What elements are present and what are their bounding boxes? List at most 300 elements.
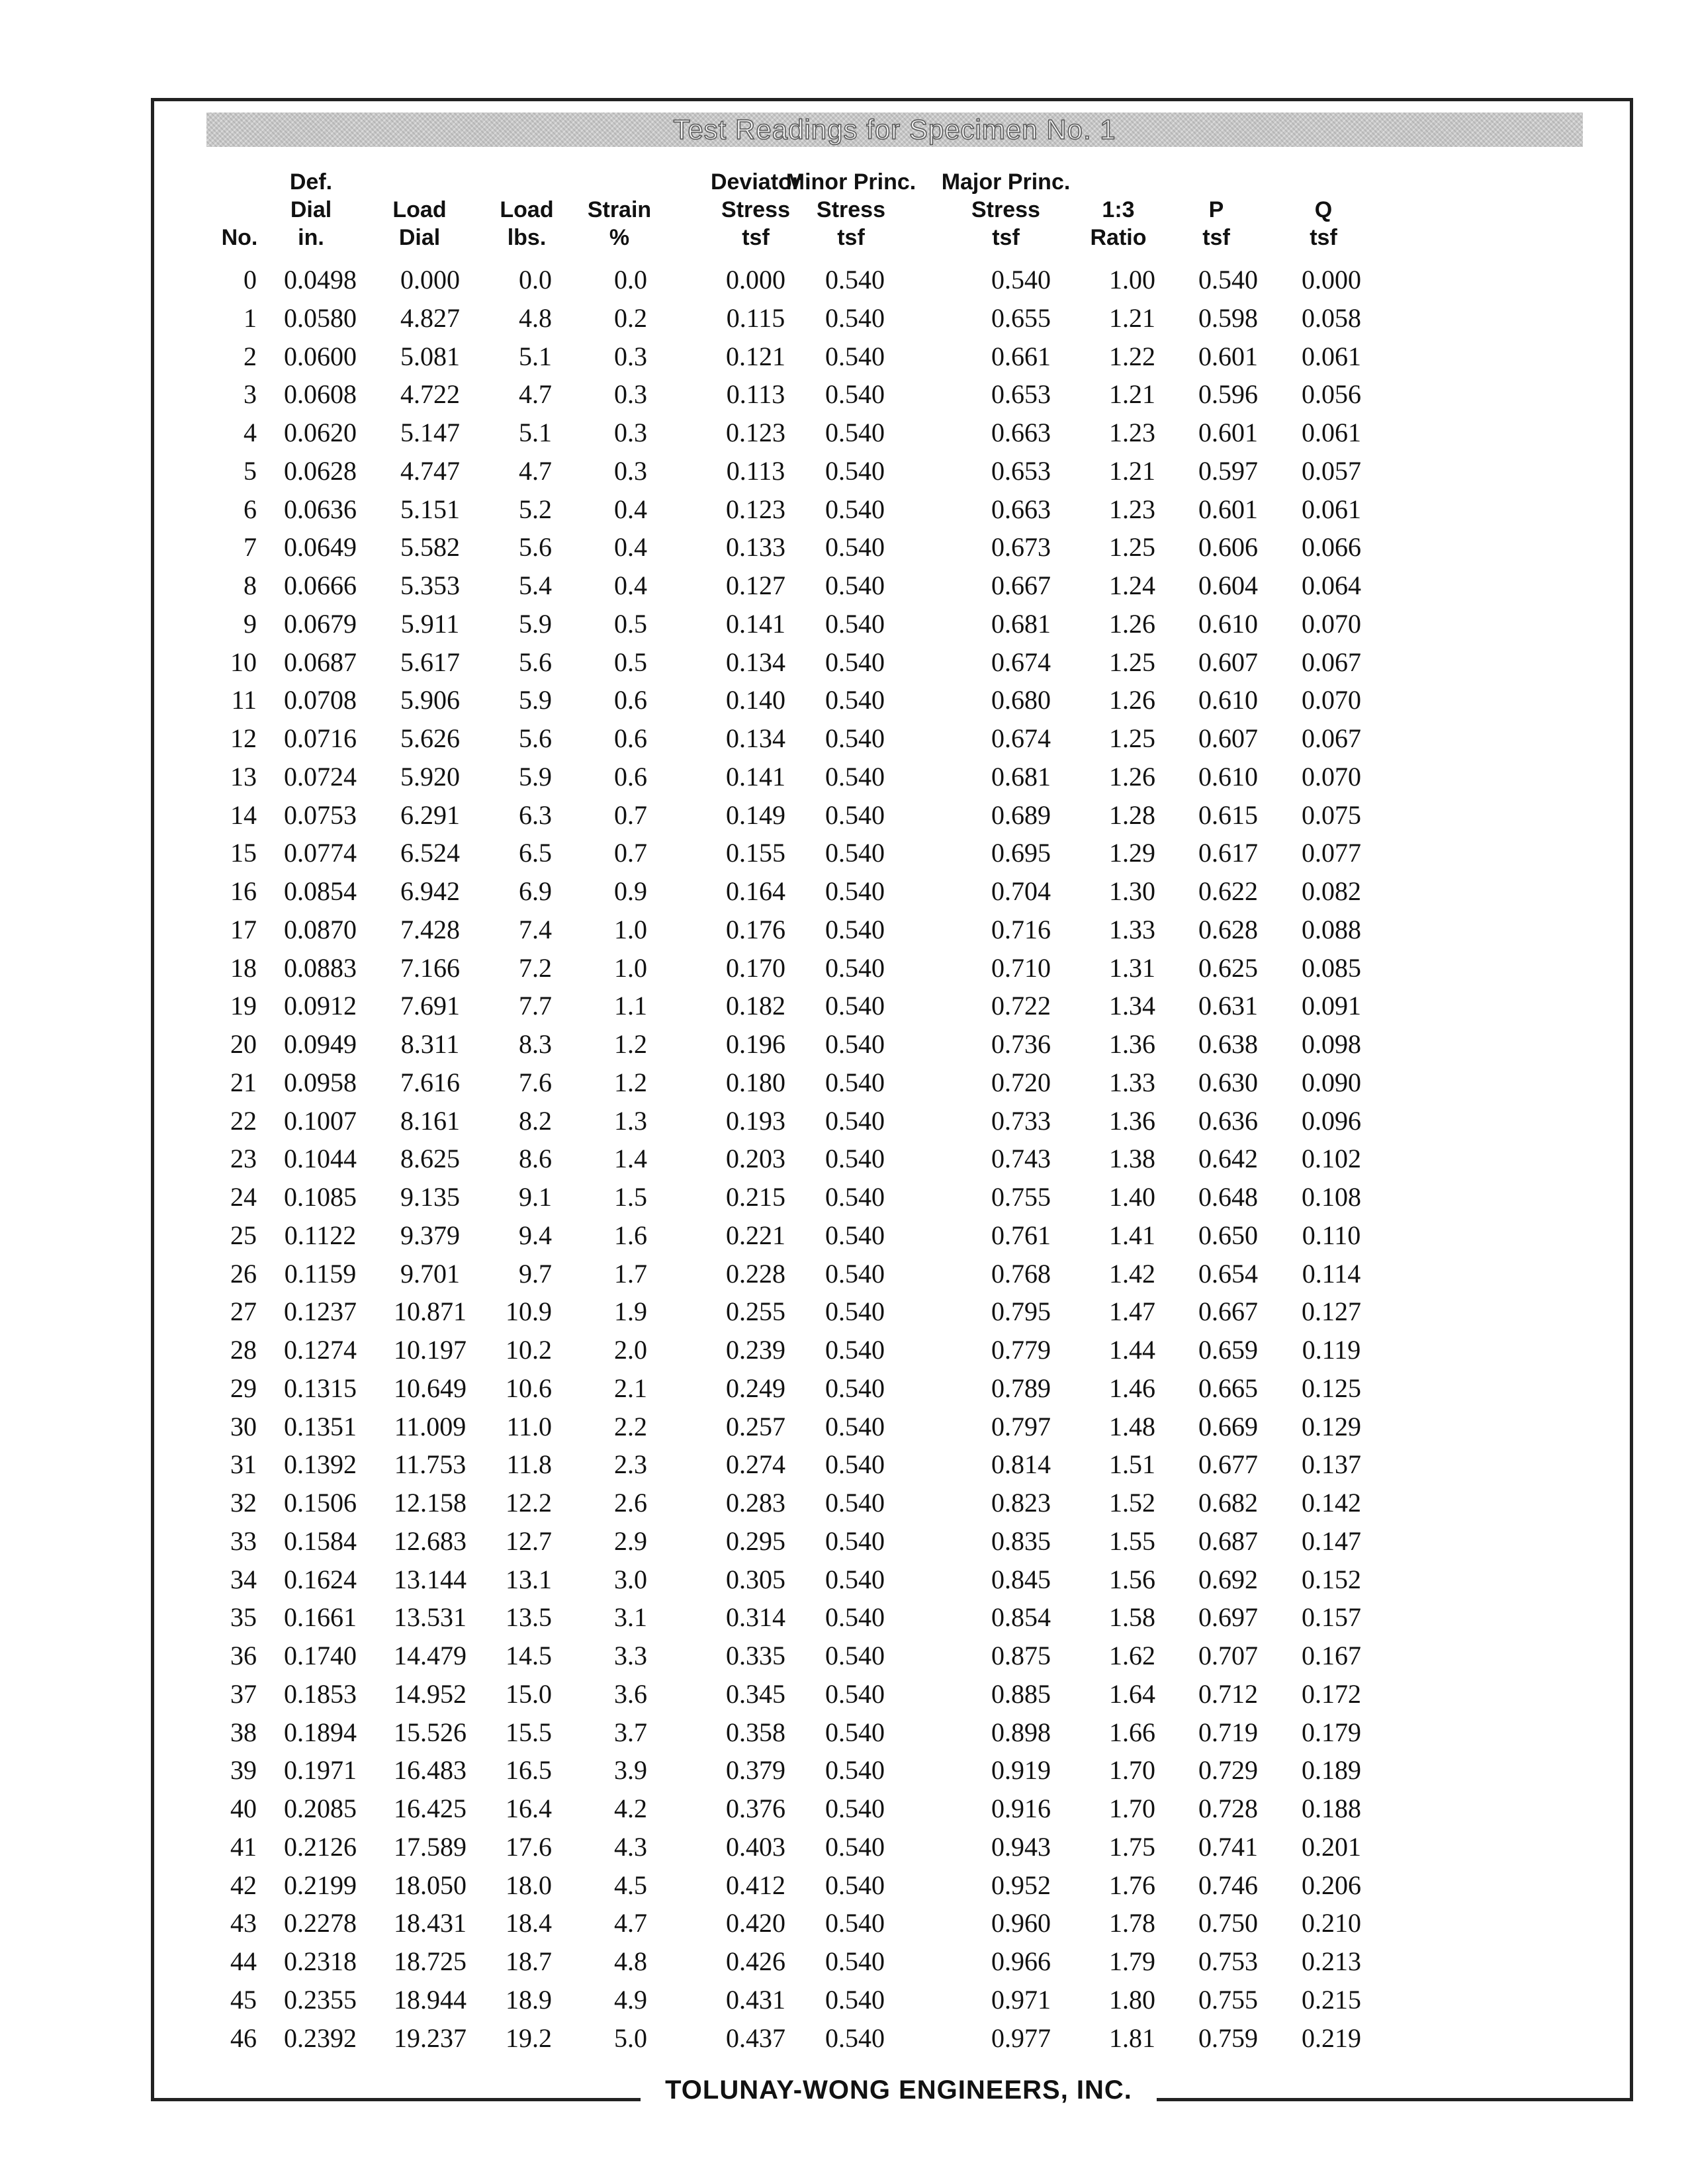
cell-def-dial: 0.1584 — [284, 1525, 357, 1556]
cell-ratio: 1.70 — [1109, 1794, 1155, 1823]
cell-q: 0.058 — [1302, 302, 1361, 333]
cell-q: 0.098 — [1302, 1029, 1361, 1059]
cell-load-dial: 5.081 — [400, 341, 460, 371]
table-title: Test Readings for Specimen No. 1 — [206, 113, 1583, 147]
header-line: Stress — [721, 197, 790, 222]
cell-load-lbs: 11.8 — [506, 1449, 552, 1480]
cell-def-dial: 0.1392 — [284, 1449, 357, 1480]
cell-load-lbs: 13.1 — [506, 1564, 552, 1594]
header-line: Stress — [971, 197, 1040, 222]
cell-minor-princ-stress: 0.540 — [825, 1984, 885, 2015]
cell-ratio: 1.48 — [1109, 1411, 1155, 1441]
cell-q: 0.090 — [1302, 1067, 1361, 1097]
cell-major-princ-stress: 0.663 — [991, 418, 1051, 447]
cell-def-dial: 0.1274 — [284, 1335, 357, 1365]
cell-no: 45 — [230, 1984, 257, 2015]
cell-minor-princ-stress: 0.540 — [825, 608, 885, 639]
cell-major-princ-stress: 0.663 — [991, 494, 1051, 524]
cell-strain: 0.7 — [614, 838, 647, 868]
cell-q: 0.210 — [1302, 1908, 1361, 1938]
cell-load-dial: 5.626 — [400, 723, 460, 753]
cell-load-lbs: 11.0 — [506, 1411, 552, 1441]
cell-no: 0 — [244, 265, 257, 295]
cell-no: 26 — [230, 1258, 257, 1289]
cell-deviator-stress: 0.141 — [726, 608, 785, 639]
cell-major-princ-stress: 0.977 — [991, 2023, 1051, 2053]
cell-load-dial: 5.582 — [400, 532, 460, 563]
cell-load-dial: 18.725 — [394, 1946, 467, 1976]
header-line: Q — [1314, 197, 1333, 222]
cell-no: 23 — [230, 1144, 257, 1174]
cell-q: 0.067 — [1302, 647, 1361, 677]
cell-def-dial: 0.0679 — [284, 608, 357, 639]
cell-p: 0.759 — [1198, 2023, 1258, 2053]
cell-major-princ-stress: 0.779 — [991, 1335, 1051, 1365]
cell-strain: 1.1 — [614, 991, 647, 1021]
header-line: in. — [298, 225, 324, 250]
cell-strain: 0.6 — [614, 685, 647, 715]
cell-deviator-stress: 0.113 — [726, 379, 785, 410]
cell-def-dial: 0.0716 — [284, 723, 357, 753]
cell-deviator-stress: 0.140 — [726, 685, 785, 715]
cell-ratio: 1.29 — [1109, 838, 1155, 868]
cell-q: 0.064 — [1302, 570, 1361, 600]
cell-q: 0.188 — [1302, 1794, 1361, 1823]
cell-no: 32 — [230, 1488, 257, 1518]
header-load-lbs — [500, 168, 553, 251]
cell-load-lbs: 18.7 — [506, 1946, 552, 1976]
cell-minor-princ-stress: 0.540 — [825, 341, 885, 371]
cell-minor-princ-stress: 0.540 — [825, 1220, 885, 1250]
cell-load-dial: 8.161 — [400, 1105, 460, 1136]
cell-q: 0.110 — [1302, 1220, 1361, 1250]
header-line: lbs. — [507, 225, 547, 250]
cell-def-dial: 0.1159 — [284, 1258, 357, 1289]
cell-major-princ-stress: 0.885 — [991, 1678, 1051, 1709]
cell-def-dial: 0.0600 — [284, 341, 357, 371]
cell-major-princ-stress: 0.673 — [991, 532, 1051, 563]
cell-ratio: 1.44 — [1109, 1335, 1155, 1365]
cell-load-dial: 14.952 — [394, 1678, 467, 1709]
cell-no: 42 — [230, 1870, 257, 1900]
cell-strain: 3.3 — [614, 1641, 647, 1670]
cell-ratio: 1.31 — [1109, 952, 1155, 983]
cell-minor-princ-stress: 0.540 — [825, 1182, 885, 1212]
cell-major-princ-stress: 0.854 — [991, 1602, 1051, 1633]
cell-load-lbs: 15.5 — [506, 1717, 552, 1747]
cell-strain: 1.2 — [614, 1067, 647, 1097]
cell-ratio: 1.41 — [1109, 1220, 1155, 1250]
cell-def-dial: 0.1122 — [284, 1220, 357, 1250]
cell-load-lbs: 13.5 — [506, 1602, 552, 1633]
cell-p: 0.682 — [1198, 1488, 1258, 1518]
cell-ratio: 1.26 — [1109, 685, 1155, 715]
cell-deviator-stress: 0.255 — [726, 1297, 785, 1327]
cell-ratio: 1.23 — [1109, 418, 1155, 447]
footer-rule-left — [151, 2098, 641, 2101]
cell-strain: 0.4 — [614, 532, 647, 563]
cell-strain: 0.3 — [614, 455, 647, 486]
cell-load-dial: 10.871 — [394, 1297, 467, 1327]
cell-load-dial: 15.526 — [394, 1717, 467, 1747]
cell-minor-princ-stress: 0.540 — [825, 876, 885, 906]
cell-load-dial: 5.147 — [400, 418, 460, 447]
cell-load-lbs: 10.9 — [506, 1297, 552, 1327]
cell-ratio: 1.42 — [1109, 1258, 1155, 1289]
cell-deviator-stress: 0.437 — [726, 2023, 785, 2053]
cell-strain: 3.7 — [614, 1717, 647, 1747]
cell-load-lbs: 4.7 — [519, 379, 552, 410]
cell-ratio: 1.52 — [1109, 1488, 1155, 1518]
cell-major-princ-stress: 0.667 — [991, 570, 1051, 600]
cell-minor-princ-stress: 0.540 — [825, 1908, 885, 1938]
cell-strain: 2.1 — [614, 1373, 647, 1403]
header-line: tsf — [1202, 225, 1230, 250]
cell-p: 0.712 — [1198, 1678, 1258, 1709]
cell-q: 0.127 — [1302, 1297, 1361, 1327]
cell-no: 43 — [230, 1908, 257, 1938]
cell-minor-princ-stress: 0.540 — [825, 1411, 885, 1441]
cell-def-dial: 0.1085 — [284, 1182, 357, 1212]
cell-no: 30 — [230, 1411, 257, 1441]
cell-p: 0.729 — [1198, 1755, 1258, 1786]
header-load-dial — [392, 168, 446, 251]
cell-no: 10 — [230, 647, 257, 677]
cell-load-lbs: 17.6 — [506, 1831, 552, 1862]
cell-q: 0.061 — [1302, 494, 1361, 524]
cell-strain: 3.9 — [614, 1755, 647, 1786]
header-line — [1310, 168, 1337, 196]
header-line — [222, 168, 258, 196]
cell-q: 0.179 — [1302, 1717, 1361, 1747]
cell-major-princ-stress: 0.768 — [991, 1258, 1051, 1289]
cell-q: 0.057 — [1302, 455, 1361, 486]
header-q — [1310, 168, 1337, 251]
cell-def-dial: 0.1661 — [284, 1602, 357, 1633]
cell-load-lbs: 5.2 — [519, 494, 552, 524]
cell-load-lbs: 5.6 — [519, 647, 552, 677]
cell-load-lbs: 6.3 — [519, 799, 552, 830]
cell-q: 0.082 — [1302, 876, 1361, 906]
cell-ratio: 1.38 — [1109, 1144, 1155, 1174]
cell-no: 1 — [244, 302, 257, 333]
cell-def-dial: 0.0912 — [284, 991, 357, 1021]
cell-major-princ-stress: 0.704 — [991, 876, 1051, 906]
header-line — [588, 168, 651, 196]
cell-minor-princ-stress: 0.540 — [825, 1067, 885, 1097]
cell-p: 0.667 — [1198, 1297, 1258, 1327]
cell-load-dial: 5.906 — [400, 685, 460, 715]
cell-q: 0.172 — [1302, 1678, 1361, 1709]
cell-major-princ-stress: 0.898 — [991, 1717, 1051, 1747]
cell-ratio: 1.46 — [1109, 1373, 1155, 1403]
cell-deviator-stress: 0.113 — [726, 455, 785, 486]
cell-strain: 1.5 — [614, 1182, 647, 1212]
cell-def-dial: 0.1044 — [284, 1144, 357, 1174]
cell-minor-princ-stress: 0.540 — [825, 1449, 885, 1480]
cell-load-dial: 16.425 — [394, 1794, 467, 1823]
cell-load-lbs: 12.7 — [506, 1525, 552, 1556]
cell-deviator-stress: 0.305 — [726, 1564, 785, 1594]
cell-deviator-stress: 0.295 — [726, 1525, 785, 1556]
cell-major-princ-stress: 0.653 — [991, 379, 1051, 410]
cell-minor-princ-stress: 0.540 — [825, 838, 885, 868]
cell-p: 0.638 — [1198, 1029, 1258, 1059]
header-strain — [588, 168, 651, 251]
cell-load-dial: 5.353 — [400, 570, 460, 600]
cell-strain: 1.4 — [614, 1144, 647, 1174]
header-major-princ-stress — [942, 168, 1071, 251]
cell-load-lbs: 0.0 — [519, 265, 552, 295]
cell-no: 11 — [231, 685, 257, 715]
cell-no: 22 — [230, 1105, 257, 1136]
cell-p: 0.648 — [1198, 1182, 1258, 1212]
cell-deviator-stress: 0.345 — [726, 1678, 785, 1709]
cell-deviator-stress: 0.149 — [726, 799, 785, 830]
cell-strain: 1.0 — [614, 914, 647, 944]
cell-deviator-stress: 0.257 — [726, 1411, 785, 1441]
cell-load-dial: 14.479 — [394, 1641, 467, 1670]
cell-p: 0.610 — [1198, 761, 1258, 792]
cell-minor-princ-stress: 0.540 — [825, 1258, 885, 1289]
page-frame — [151, 98, 1633, 2099]
cell-def-dial: 0.0854 — [284, 876, 357, 906]
cell-def-dial: 0.1971 — [284, 1755, 357, 1786]
cell-deviator-stress: 0.420 — [726, 1908, 785, 1938]
cell-major-princ-stress: 0.674 — [991, 723, 1051, 753]
cell-def-dial: 0.0708 — [284, 685, 357, 715]
cell-deviator-stress: 0.115 — [726, 302, 785, 333]
cell-ratio: 1.76 — [1109, 1870, 1155, 1900]
cell-minor-princ-stress: 0.540 — [825, 1105, 885, 1136]
cell-q: 0.061 — [1302, 418, 1361, 447]
cell-no: 41 — [230, 1831, 257, 1862]
cell-load-dial: 19.237 — [394, 2023, 467, 2053]
cell-load-lbs: 5.9 — [519, 685, 552, 715]
cell-ratio: 1.26 — [1109, 608, 1155, 639]
cell-p: 0.697 — [1198, 1602, 1258, 1633]
cell-p: 0.598 — [1198, 302, 1258, 333]
cell-load-dial: 7.691 — [400, 991, 460, 1021]
cell-q: 0.142 — [1302, 1488, 1361, 1518]
cell-no: 28 — [230, 1335, 257, 1365]
cell-major-princ-stress: 0.761 — [991, 1220, 1051, 1250]
cell-load-dial: 8.311 — [400, 1029, 460, 1059]
cell-strain: 0.4 — [614, 570, 647, 600]
header-line: tsf — [837, 225, 865, 250]
cell-major-princ-stress: 0.681 — [991, 608, 1051, 639]
cell-p: 0.615 — [1198, 799, 1258, 830]
cell-def-dial: 0.0498 — [284, 265, 357, 295]
cell-ratio: 1.22 — [1109, 341, 1155, 371]
cell-no: 5 — [244, 455, 257, 486]
cell-minor-princ-stress: 0.540 — [825, 1144, 885, 1174]
cell-ratio: 1.80 — [1109, 1984, 1155, 2015]
cell-minor-princ-stress: 0.540 — [825, 379, 885, 410]
cell-load-dial: 17.589 — [394, 1831, 467, 1862]
cell-load-dial: 13.531 — [394, 1602, 467, 1633]
cell-major-princ-stress: 0.755 — [991, 1182, 1051, 1212]
cell-major-princ-stress: 0.710 — [991, 952, 1051, 983]
cell-minor-princ-stress: 0.540 — [825, 761, 885, 792]
cell-minor-princ-stress: 0.540 — [825, 265, 885, 295]
cell-load-lbs: 8.6 — [519, 1144, 552, 1174]
cell-deviator-stress: 0.170 — [726, 952, 785, 983]
cell-p: 0.750 — [1198, 1908, 1258, 1938]
cell-q: 0.201 — [1302, 1831, 1361, 1862]
cell-minor-princ-stress: 0.540 — [825, 723, 885, 753]
header-line: % — [609, 225, 630, 250]
cell-major-princ-stress: 0.943 — [991, 1831, 1051, 1862]
header-line: Load — [500, 197, 554, 222]
cell-strain: 0.3 — [614, 341, 647, 371]
cell-ratio: 1.28 — [1109, 799, 1155, 830]
cell-p: 0.755 — [1198, 1984, 1258, 2015]
cell-major-princ-stress: 0.743 — [991, 1144, 1051, 1174]
cell-q: 0.189 — [1302, 1755, 1361, 1786]
cell-strain: 4.8 — [614, 1946, 647, 1976]
cell-def-dial: 0.0949 — [284, 1029, 357, 1059]
cell-p: 0.654 — [1198, 1258, 1258, 1289]
cell-def-dial: 0.0724 — [284, 761, 357, 792]
cell-strain: 0.5 — [614, 647, 647, 677]
cell-no: 39 — [230, 1755, 257, 1786]
cell-load-dial: 8.625 — [400, 1144, 460, 1174]
header-p — [1202, 168, 1230, 251]
cell-load-lbs: 7.2 — [519, 952, 552, 983]
cell-def-dial: 0.0620 — [284, 418, 357, 447]
cell-p: 0.719 — [1198, 1717, 1258, 1747]
cell-deviator-stress: 0.431 — [726, 1984, 785, 2015]
cell-load-lbs: 9.1 — [519, 1182, 552, 1212]
cell-deviator-stress: 0.426 — [726, 1946, 785, 1976]
cell-no: 25 — [230, 1220, 257, 1250]
cell-major-princ-stress: 0.736 — [991, 1029, 1051, 1059]
cell-deviator-stress: 0.221 — [726, 1220, 785, 1250]
cell-major-princ-stress: 0.960 — [991, 1908, 1051, 1938]
cell-def-dial: 0.2318 — [284, 1946, 357, 1976]
cell-def-dial: 0.0580 — [284, 302, 357, 333]
cell-load-lbs: 8.2 — [519, 1105, 552, 1136]
cell-no: 33 — [230, 1525, 257, 1556]
cell-p: 0.610 — [1198, 608, 1258, 639]
cell-minor-princ-stress: 0.540 — [825, 1755, 885, 1786]
cell-no: 16 — [230, 876, 257, 906]
cell-load-dial: 9.379 — [400, 1220, 460, 1250]
cell-ratio: 1.55 — [1109, 1525, 1155, 1556]
cell-major-princ-stress: 0.716 — [991, 914, 1051, 944]
cell-load-dial: 7.616 — [400, 1067, 460, 1097]
cell-strain: 1.0 — [614, 952, 647, 983]
cell-deviator-stress: 0.412 — [726, 1870, 785, 1900]
cell-no: 19 — [230, 991, 257, 1021]
cell-major-princ-stress: 0.681 — [991, 761, 1051, 792]
cell-minor-princ-stress: 0.540 — [825, 1678, 885, 1709]
cell-minor-princ-stress: 0.540 — [825, 1335, 885, 1365]
header-line: tsf — [992, 225, 1020, 250]
cell-load-lbs: 16.5 — [506, 1755, 552, 1786]
cell-no: 36 — [230, 1641, 257, 1670]
cell-q: 0.137 — [1302, 1449, 1361, 1480]
cell-minor-princ-stress: 0.540 — [825, 570, 885, 600]
cell-p: 0.707 — [1198, 1641, 1258, 1670]
cell-deviator-stress: 0.228 — [726, 1258, 785, 1289]
cell-load-dial: 18.944 — [394, 1984, 467, 2015]
cell-def-dial: 0.2126 — [284, 1831, 357, 1862]
cell-major-princ-stress: 0.695 — [991, 838, 1051, 868]
cell-load-dial: 6.291 — [400, 799, 460, 830]
cell-load-dial: 9.701 — [400, 1258, 460, 1289]
cell-strain: 0.9 — [614, 876, 647, 906]
cell-def-dial: 0.0666 — [284, 570, 357, 600]
cell-def-dial: 0.0883 — [284, 952, 357, 983]
cell-load-lbs: 5.1 — [519, 341, 552, 371]
cell-minor-princ-stress: 0.540 — [825, 1870, 885, 1900]
header-line — [392, 168, 446, 196]
cell-load-dial: 18.431 — [394, 1908, 467, 1938]
cell-deviator-stress: 0.215 — [726, 1182, 785, 1212]
cell-major-princ-stress: 0.680 — [991, 685, 1051, 715]
cell-no: 37 — [230, 1678, 257, 1709]
cell-minor-princ-stress: 0.540 — [825, 1297, 885, 1327]
cell-no: 4 — [244, 418, 257, 447]
cell-major-princ-stress: 0.722 — [991, 991, 1051, 1021]
cell-load-dial: 4.747 — [400, 455, 460, 486]
cell-strain: 4.3 — [614, 1831, 647, 1862]
cell-no: 13 — [230, 761, 257, 792]
cell-p: 0.630 — [1198, 1067, 1258, 1097]
cell-ratio: 1.21 — [1109, 379, 1155, 410]
cell-strain: 0.4 — [614, 494, 647, 524]
cell-strain: 4.2 — [614, 1794, 647, 1823]
cell-load-lbs: 18.0 — [506, 1870, 552, 1900]
cell-minor-princ-stress: 0.540 — [825, 647, 885, 677]
cell-load-lbs: 4.8 — [519, 302, 552, 333]
cell-q: 0.108 — [1302, 1182, 1361, 1212]
cell-minor-princ-stress: 0.540 — [825, 1564, 885, 1594]
cell-deviator-stress: 0.176 — [726, 914, 785, 944]
header-line: tsf — [742, 225, 770, 250]
cell-strain: 2.0 — [614, 1335, 647, 1365]
cell-load-lbs: 5.9 — [519, 608, 552, 639]
cell-deviator-stress: 0.376 — [726, 1794, 785, 1823]
cell-major-princ-stress: 0.875 — [991, 1641, 1051, 1670]
cell-load-lbs: 6.9 — [519, 876, 552, 906]
header-line: tsf — [1310, 225, 1337, 250]
cell-p: 0.636 — [1198, 1105, 1258, 1136]
cell-no: 15 — [230, 838, 257, 868]
cell-q: 0.066 — [1302, 532, 1361, 563]
cell-deviator-stress: 0.196 — [726, 1029, 785, 1059]
cell-load-lbs: 19.2 — [506, 2023, 552, 2053]
cell-ratio: 1.26 — [1109, 761, 1155, 792]
cell-strain: 1.2 — [614, 1029, 647, 1059]
cell-load-dial: 10.197 — [394, 1335, 467, 1365]
header-line — [1202, 168, 1230, 196]
cell-load-lbs: 18.4 — [506, 1908, 552, 1938]
cell-strain: 3.0 — [614, 1564, 647, 1594]
cell-strain: 0.7 — [614, 799, 647, 830]
cell-q: 0.147 — [1302, 1525, 1361, 1556]
cell-load-lbs: 7.4 — [519, 914, 552, 944]
cell-no: 24 — [230, 1182, 257, 1212]
cell-p: 0.625 — [1198, 952, 1258, 983]
cell-q: 0.061 — [1302, 341, 1361, 371]
cell-ratio: 1.62 — [1109, 1641, 1155, 1670]
cell-load-lbs: 5.4 — [519, 570, 552, 600]
cell-q: 0.152 — [1302, 1564, 1361, 1594]
cell-load-lbs: 7.6 — [519, 1067, 552, 1097]
